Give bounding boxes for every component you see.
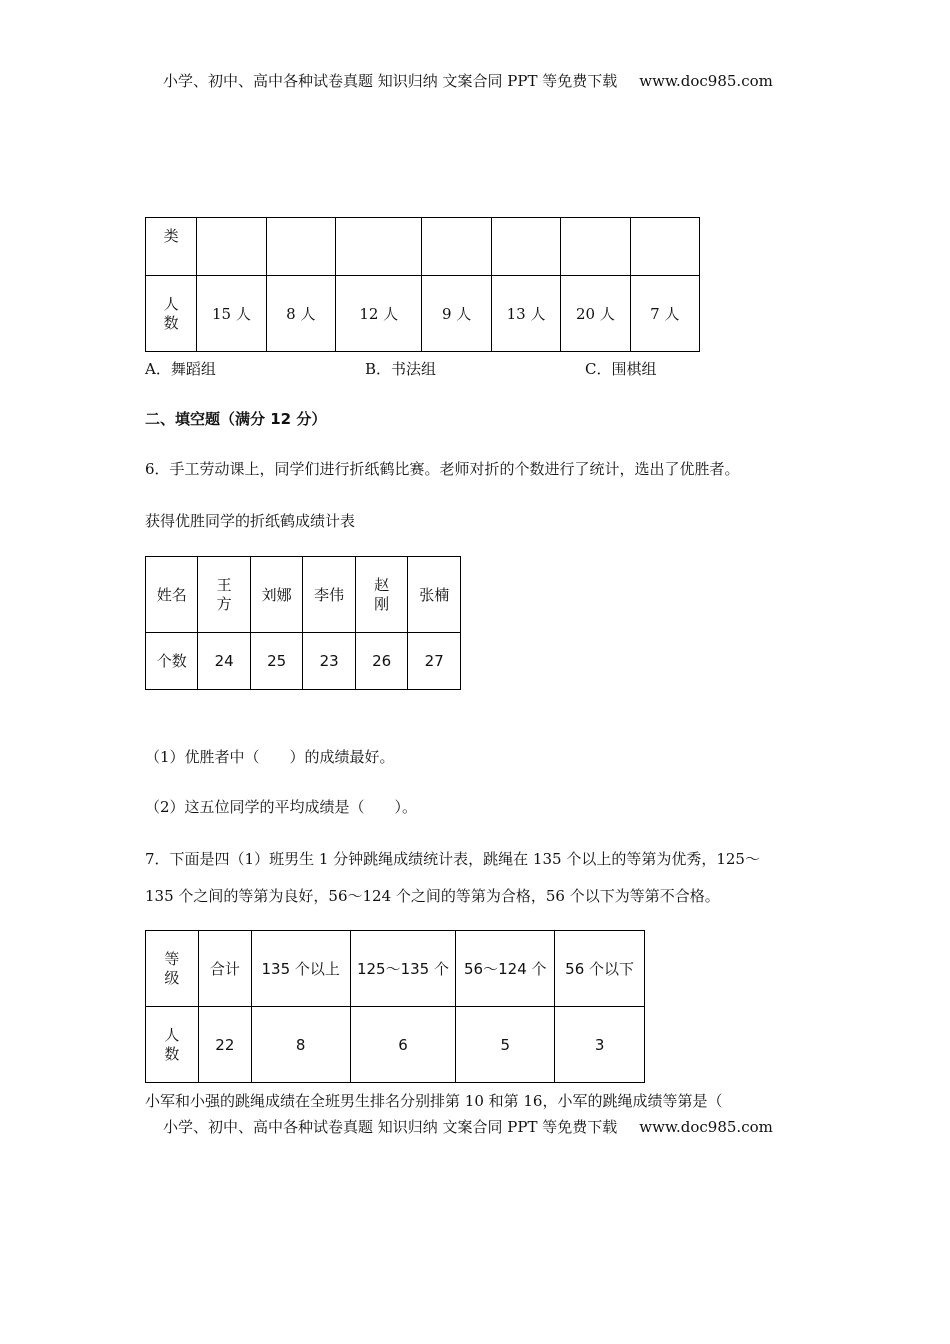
table1-category-label: 类 [146, 218, 197, 276]
section-title: 二、填空题（满分 12 分） [145, 410, 327, 428]
q7-level-label: 等级 [146, 931, 199, 1007]
q6-name-cell: 赵刚 [355, 557, 408, 633]
table1-count-cell: 13 人 [491, 276, 560, 352]
jump-rope-table [145, 930, 645, 1083]
table1-empty-cell [561, 218, 630, 276]
option-b: B．书法组 [365, 360, 437, 378]
table1-empty-cell [266, 218, 335, 276]
q7-question: 小军和小强的跳绳成绩在全班男生排名分别排第 10 和第 16，小军的跳绳成绩等第是（ [145, 1092, 723, 1110]
q7-header-cell: 135 个以上 [251, 931, 350, 1007]
option-c: C．围棋组 [585, 360, 657, 378]
table1-empty-cell [197, 218, 266, 276]
interest-group-table [145, 217, 700, 352]
table1-empty-cell [336, 218, 422, 276]
table1-count-cell: 9 人 [422, 276, 491, 352]
q7-header-cell: 56～124 个 [456, 931, 555, 1007]
q6-count-cell: 27 [408, 633, 461, 690]
header-text: 小学、初中、高中各种试卷真题 知识归纳 文案合同 PPT 等免费下载 [163, 72, 618, 90]
table1-count-cell: 7 人 [630, 276, 699, 352]
page-footer [163, 1116, 773, 1137]
q6-name-cell: 刘娜 [250, 557, 303, 633]
footer-url: www.doc985.com [639, 1118, 773, 1136]
q6-count-cell: 25 [250, 633, 303, 690]
table1-count-cell: 15 人 [197, 276, 266, 352]
table1-count-cell: 12 人 [336, 276, 422, 352]
q7-value-cell: 6 [350, 1007, 456, 1083]
q6-count-cell: 23 [303, 633, 356, 690]
table1-empty-cell [630, 218, 699, 276]
q6-count-cell: 24 [198, 633, 251, 690]
q7-header-cell: 56 个以下 [555, 931, 645, 1007]
option-a: A．舞蹈组 [145, 360, 216, 378]
table1-count-cell: 20 人 [561, 276, 630, 352]
q7-line2: 135 个之间的等第为良好，56～124 个之间的等第为合格，56 个以下为等第不合格。 [145, 887, 720, 905]
q6-name-label: 姓名 [146, 557, 198, 633]
q7-count-label: 人数 [146, 1007, 199, 1083]
header-url: www.doc985.com [639, 72, 773, 90]
q7-value-cell: 3 [555, 1007, 645, 1083]
page-header [163, 70, 773, 91]
table1-count-label: 人数 [146, 276, 197, 352]
q6-name-cell: 李伟 [303, 557, 356, 633]
q6-count-label: 个数 [146, 633, 198, 690]
q6-table-title: 获得优胜同学的折纸鹤成绩计表 [145, 512, 356, 530]
table1-count-cell: 8 人 [266, 276, 335, 352]
q7-header-cell: 合计 [198, 931, 251, 1007]
q6-name-cell: 王方 [198, 557, 251, 633]
q6-sub2: （2）这五位同学的平均成绩是（ ）。 [145, 798, 418, 816]
table1-empty-cell [422, 218, 491, 276]
q6-sub1: （1）优胜者中（ ）的成绩最好。 [145, 748, 395, 766]
q6-name-cell: 张楠 [408, 557, 461, 633]
footer-text: 小学、初中、高中各种试卷真题 知识归纳 文案合同 PPT 等免费下载 [163, 1118, 618, 1136]
paper-crane-table [145, 556, 461, 690]
q7-header-cell: 125～135 个 [350, 931, 456, 1007]
q7-value-cell: 8 [251, 1007, 350, 1083]
q6-count-cell: 26 [355, 633, 408, 690]
q7-line1: 7．下面是四（1）班男生 1 分钟跳绳成绩统计表，跳绳在 135 个以上的等第为优秀，125～ [145, 850, 760, 868]
q7-value-cell: 22 [198, 1007, 251, 1083]
q7-value-cell: 5 [456, 1007, 555, 1083]
table1-empty-cell [491, 218, 560, 276]
q6-text: 6．手工劳动课上，同学们进行折纸鹤比赛。老师对折的个数进行了统计，选出了优胜者。 [145, 460, 740, 478]
